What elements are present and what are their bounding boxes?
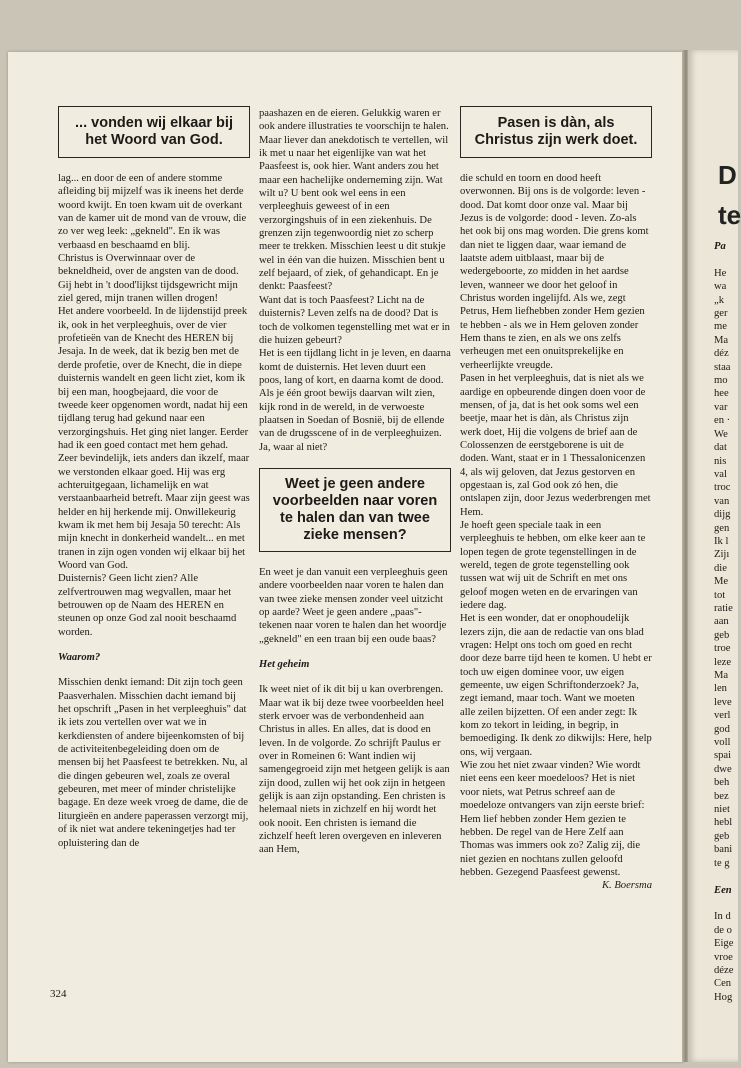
next-page-line: Ik l bbox=[714, 535, 729, 547]
next-page-line: te g bbox=[714, 857, 730, 869]
next-page-line: hebl bbox=[714, 817, 733, 829]
column-2 bbox=[259, 107, 451, 857]
next-page-line: Zijı bbox=[714, 549, 730, 561]
next-page-line: He bbox=[714, 267, 727, 279]
next-page-line: Ma bbox=[714, 334, 729, 346]
next-page-heading: D te bbox=[718, 160, 741, 230]
paragraph: paashazen en de eieren. Gelukkig waren er ook andere illustraties te voorschijn te halen. bbox=[259, 108, 449, 133]
next-page-line: die bbox=[714, 562, 727, 574]
next-page-line: niet bbox=[714, 804, 730, 816]
next-page-line: troe bbox=[714, 643, 731, 655]
next-page-line: bez bbox=[714, 790, 729, 802]
paragraph: die schuld en toorn en dood heeft overwonnen. Bij ons is de volgorde: leven - dood. Dat komt door onze val. Maar bij Jezus is de volgorde: dood - leven. Zo-als het ook bij ons mag worden. Die grens komt dan niet te liggen daar, waar iemand de laatste adem uitblaast, maar bij de wedergeboorte, zo midden in het aardse leven, wanneer we door het geloof in Christus worden ingelijfd. Als we, zegt Petrus, Hem liefhebben zonder Hem gezien te hebben - als we in Hem geloven zonder Hem thans te zien, en als we ons zelfs verheugen met een onuitsprekelijke en verheerlijkte vreugde. bbox=[460, 173, 649, 371]
next-page-line: Cen bbox=[714, 978, 732, 990]
paragraph: Je hoeft geen speciale taak in een verpleeghuis te hebben, om elke keer aan te lopen tegen de grote tegenstellingen in de wereld, tegen de grote tegenstelling ook tussen wat wij uit de Schrift en met ons geloof mogen weten en de ervaringen van iedere dag. bbox=[460, 519, 646, 611]
next-page-line: me bbox=[714, 321, 727, 333]
next-page-line: Me bbox=[714, 576, 729, 588]
next-page-line: spai bbox=[714, 750, 732, 762]
next-page-line: ger bbox=[714, 308, 728, 320]
section-heading: Het geheim bbox=[259, 659, 310, 670]
paragraph: Duisternis? Geen licht zien? Alle zelfvertrouwen mag wegvallen, maar het betrouwen op de Naam des HEREN en steunen op onze God zal nooit beschaamd worden. bbox=[58, 573, 237, 638]
next-page-line: van bbox=[714, 495, 730, 507]
next-page-line: ratie bbox=[714, 602, 733, 614]
section-heading: Waarom? bbox=[58, 652, 101, 664]
next-page-line: déz bbox=[714, 348, 729, 360]
next-page-line: dat bbox=[714, 442, 727, 454]
next-page-line: gen bbox=[714, 522, 730, 534]
next-page-line: „k bbox=[714, 294, 724, 306]
pull-quote-box: Weet je geen andere voorbeelden naar voren te halen dan van twee zieke mensen? bbox=[259, 468, 451, 552]
next-page-line: geb bbox=[714, 629, 730, 641]
next-page-line: hee bbox=[714, 388, 729, 400]
next-page-line: god bbox=[714, 723, 730, 735]
next-page-line: wa bbox=[714, 281, 727, 293]
next-page-line bbox=[714, 870, 733, 883]
next-page-line: beh bbox=[714, 777, 730, 789]
next-page-line: Een bbox=[714, 884, 732, 896]
next-page-line: de o bbox=[714, 924, 732, 936]
next-page-line: leze bbox=[714, 656, 732, 668]
next-page-line: nis bbox=[714, 455, 727, 467]
next-page-line: val bbox=[714, 468, 727, 480]
next-page-line: troc bbox=[714, 482, 731, 494]
paragraph: Misschien denkt iemand: Dit zijn toch geen Paasverhalen. Misschien dacht iemand bij het opschrift „Pasen in het verpleeghuis" dat ik iets zou vertellen over wat we in kerkdiensten of andere bijeenkomsten of bij de activiteitenbegeleiding doen om de mensen bij het Paasfeest te betrekken. Nu, al die dingen gebeuren wel, zoals ze overal gebeuren, met meer of minder christelijke bagage. En deze week vroeg de dame, die de liturgieën en andere paperassen verzorgt mij, of ik niet wat andere tekeningetjes had ter opluistering dan de bbox=[58, 677, 249, 849]
paragraph: Wie zou het niet zwaar vinden? Wie wordt niet eens een keer moedeloos? Het is niet voor niets, wat Petrus schreef aan de moedeloze ontvangers van zijn eerste brief: Hem lief hebben zonder Hem gezien te hebben. De regel van de Here Zelf aan Thomas was immers ook zo? Zalig zij, die niet gezien en nochtans zullen geloofd hebben. Gezegend Paasfeest gewenst. bbox=[460, 760, 645, 878]
next-page-line: mo bbox=[714, 375, 728, 387]
pull-quote-box: ... vonden wij elkaar bij het Woord van God. bbox=[58, 106, 250, 158]
next-page-line: Eige bbox=[714, 938, 734, 950]
next-page-line: We bbox=[714, 428, 728, 440]
page-number: 324 bbox=[50, 988, 67, 1000]
next-page-line: bani bbox=[714, 844, 733, 856]
next-page-line: leve bbox=[714, 696, 732, 708]
column-1 bbox=[58, 106, 250, 850]
next-page-line: dwe bbox=[714, 763, 732, 775]
next-page-line: voll bbox=[714, 737, 731, 749]
next-page-line: tot bbox=[714, 589, 726, 601]
next-page-line: geb bbox=[714, 830, 730, 842]
paragraph: Het is een wonder, dat er onophoudelijk lezers zijn, die aan de redactie van ons blad vragen: Helpt ons toch om goed en recht door deze barre tijd heen te komen. U hebt er toch uw eigen dominee voor, uw eigen gemeente, uw eigen Schriftonderzoek? Ja, zegt iemand, maar toch. Want we moeten alle zeilen bijzetten. Of een ander zegt: Ik kom zo tekort in leiding, in begrip, in bemoediging. Ik denk zo dikwijls: Here, help ons, wij vergaan. bbox=[460, 613, 652, 758]
next-page-edge bbox=[688, 50, 741, 1062]
paragraph: Het is een tijdlang licht in je leven, en daarna komt de duisternis. Het leven duurt een poos, lang of kort, en daarna komt de dood. Als je één groot bewijs daarvan wilt zien, kijk rond in de wereld, in de verwoeste plaatsen in Soedan of Bosnië, bij de ellende van de drugsscene of in de verpleeghuizen. Ja, waar al niet? bbox=[259, 348, 451, 453]
column-3 bbox=[460, 106, 652, 893]
paragraph: Christus is Overwinnaar over de bekneldheid, over de angsten van de dood. Gij hebt in 't dood'lijkst tijdsgewricht mijn ziel gered, mijn tranen willen drogen! bbox=[58, 253, 239, 305]
paragraph: Want dat is toch Paasfeest? Licht na de duisternis? Leven zelfs na de dood? Dat is toch de volkomen tegenstelling met wat er in die huizen gebeurt? bbox=[259, 294, 450, 346]
next-page-line: var bbox=[714, 401, 728, 413]
next-page-line: vroe bbox=[714, 951, 733, 963]
next-page-text bbox=[714, 240, 733, 1004]
next-page-line: staa bbox=[714, 361, 731, 373]
col1-text bbox=[58, 172, 250, 850]
paragraph: Pasen in het verpleeghuis, dat is niet als we aardige en opbeurende dingen doen voor de mensen, of ja, dat is het ook soms wel een beetje, maar het is dàn, als Christus zijn werk doet, Hij die volgens de brief aan de Colossenzen de eerstgeborene is uit de doden. Want, staat er in 1 Thessalonicenzen 4, als wij geloven, dat Jezus gestorven en opgestaan is, zal God ook zó hen, die ontslapen zijn, door Jezus wederbrengen met Hem. bbox=[460, 373, 651, 518]
next-page-line: verl bbox=[714, 710, 731, 722]
paragraph: Ik weet niet of ik dit bij u kan overbrengen. Maar wat ik bij deze twee voorbeelden heel sterk ervoer was de verbondenheid aan Christus in alles. En alles, dat is dood en leven. In de volgorde. Zo schrijft Paulus er over in Romeinen 6: Want indien wij samengegroeid zijn met hetgeen gelijk is aan zijn dood, zullen wij het ook zijn in hetgeen gelijk is aan zijn opstanding. Een christen is helemaal niets in zichzelf en hij wordt het ook nooit. Een christen is iemand die zichzelf heeft leren overgeven en inleveren aan Hem, bbox=[259, 684, 450, 856]
next-page-line: len bbox=[714, 683, 727, 695]
next-page-line bbox=[714, 897, 733, 910]
next-page-line: dijg bbox=[714, 509, 731, 521]
author-signature: K. Boersma bbox=[601, 880, 652, 892]
next-page-line: Hog bbox=[714, 991, 733, 1003]
next-page-line: Pa bbox=[714, 241, 726, 252]
paragraph: En weet je dan vanuit een verpleeghuis geen andere voorbeelden naar voren te halen dan van twee zieke mensen zonder veel uitzicht op aarde? Weet je geen andere „paas"-tekenen naar voren te halen dan het woordje „gekneld" en een traan bij een oude baas? bbox=[259, 566, 448, 645]
pull-quote-box: Pasen is dàn, als Christus zijn werk doet. bbox=[460, 106, 652, 158]
next-page-line: déze bbox=[714, 964, 734, 976]
next-page-line: In d bbox=[714, 911, 731, 923]
next-page-line: aan bbox=[714, 616, 729, 628]
paragraph: lag... en door de een of andere stomme afleiding bij mijzelf was ik ineens het derde woord kwijt. En toen kwam uit de overkant van de kamer uit de mond van de vrouw, die zo ver weg leek: „gekneld". En ik was verbaasd en beschaamd en blij. bbox=[58, 173, 247, 251]
next-page-line: Ma bbox=[714, 670, 729, 681]
paragraph: Maar liever dan anekdotisch te vertellen, wil ik met u naar het eigenlijke van wat het Paasfeest is, ook hier. Want anders zou het maar een hachelijke onderneming zijn. Wat wilt u? U bent ook wel eens in een verpleeghuis geweest of in een verzorgingshuis of in een ziekenhuis. De grenzen zijn tegenwoordig niet zo scherp meer te trekken. Misschien leest u dit stukje wel in één van die huizen. Misschien bent u zelf bejaard, of ziek, of gehandicapt. En je denkt: Paasfeest? bbox=[259, 134, 449, 293]
paragraph: Het andere voorbeeld. In de lijdenstijd preek ik, ook in het verpleeghuis, over de vier profetieën van de Knecht des HEREN bij Jesaja. In de week, dat ik bezig ben met de derde profetie, over de Knecht, die in diepe duisternis wandelt en geen licht ziet, kom ik bij een man, hoogbejaard, die voor de tweede keer opgenomen wordt, nadat hij een tijdlang terug had gekund naar een verzorgingshuis. Het ging niet langer. Eerder had ik een goed contact met hem gehad. Zeer bevindelijk, iets anders dan ikzelf, maar we verstonden elkaar goed. Hij was erg achteruitgegaan, lichamelijk en wat verstaanbaarheid betreft. Maar zijn geest was helder en hij herkende mij. Onwillekeurig kwam ik met hem bij Jesaja 50 terecht: Als mijn knecht in donkerheid wandelt... en met tranen in zijn ogen vonden wij elkaar bij het Woord van God. bbox=[58, 306, 250, 571]
next-page-line bbox=[714, 253, 733, 266]
next-page-line: en · bbox=[714, 415, 731, 427]
